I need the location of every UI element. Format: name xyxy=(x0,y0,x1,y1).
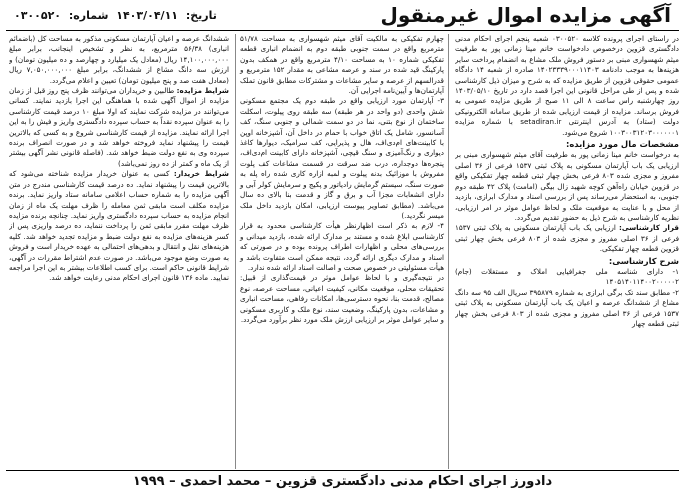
notice-body xyxy=(6,34,679,469)
buyer-text: کسی به عنوان خریدار مزایده شناخته می‌شود که بالاترین قیمت را پیشنهاد نماید. ده درصد قیمت کارشناسی مندرج در متن آگهی مزایده را به شماره حساب اعلامی سامانه ستاد واریز نماید. برنده مزایده مکلف است مابقی ثمن معامله را ظرف مهلت یک ماه از زمان انجام مزایده به حساب سپرده دادگستری واریز نماید. چنانچه برنده مزایده ظرف مهلت مقرر مابقی ثمن را پرداخت ننماید، ده درصد واریزی پس از کسر هزینه‌های مزایده به نفع دولت ضبط و مزایده تجدید خواهد شد. کلیه هزینه‌های نقل و انتقال و بدهی‌های احتمالی به عهده خریدار است و فروش به صورت وضع موجود می‌باشد. در صورت عدم اشتراط مقررات در آگهی، شرایط قانونی حاکم است. برای کسب اطلاعات بیشتر به این اجرا مراجعه نمایید. ماده ۱۳۶ قانون اجرای احکام مدنی رعایت خواهد شد. xyxy=(9,169,229,283)
middle-paragraph-4: در نتیجه‌گیری و با لحاظ عوامل موثر در قیمت‌گذاری از قبیل: تحقیقات محلی، موقعیت مکانی، کیفیت اعیانی، مساحت عرصه، نوع مصالح، قدمت بنا، نحوه دسترسی‌ها، امکانات رفاهی، مساحت انباری و مشاعات، بدون پارکینگ، وضعیت سند، نوع ملک و کاربری مسکونی و سایر عوامل موثر بر ارزیابی ارزش ملک مورد نظر برآورد می‌گردد. xyxy=(240,273,444,324)
middle-paragraph-1: چهارم تفکیکی به مالکیت آقای میثم شهسواری به مساحت ۵۱/۷۸ مترمربع واقع در سمت جنوبی طبقه دوم به انضمام انباری قطعه تفکیکی شماره ۱۰ به مساحت ۴/۱۰ مترمربع واقع در همکف بدون پارکینگ قید شده در سند و عرصه مشاعی به مقدار ۱۵۲ مترمربع و قدرالسهم از عرصه و سایر مشاعات و مشترکات مطابق قانون تملک آپارتمان‌ها و آیین‌نامه اجرایی آن. xyxy=(240,34,444,96)
notice-title: آگهی مزایده اموال غیرمنقول xyxy=(380,3,671,27)
date-value: ۱۴۰۳/۰۴/۱۱ xyxy=(116,8,178,22)
notice-header xyxy=(6,0,679,31)
signature-footer: دادورز اجرای احکام مدنی دادگستری قزوین – محمد احمدی – ۱۹۹۹ xyxy=(6,470,679,491)
column-middle xyxy=(235,34,449,469)
middle-paragraph-3: ۴- لازم به ذکر است اظهارنظر هیأت کارشناسی محدود به قرار کارشناسی ابلاغ شده و مستند بر مدارک ارائه شده، بازدید میدانی و بررسی‌های محلی و اظهارات اطراف پرونده بوده و در صورتی که اسناد و مدارک دیگری ارائه گردد، نتیجه ممکن است متفاوت باشد و هیأت مسئولیتی در خصوص صحت و اصالت اسناد ارائه شده ندارد. xyxy=(240,221,444,272)
intro-paragraph: در راستای اجرای پرونده کلاسه ۰۳۰۰۵۲۰ شعبه پنجم اجرای احکام مدنی دادگستری قزوین درخصوص دادخواست خانم مینا زمانی پور به طرفیت میثم شهسواری مبنی بر دستور فروش ملک مشاع به انضمام پرداخت سایر هزینه‌ها به موجب دادنامه ۱۴۰۲۳۳۳۹۰۰۰۱۱۴۰۳ صادره از شعبه ۱۴ دادگاه عمومی حقوقی قزوین از طریق مزایده که به شرح و میزان ذیل کارشناسی شده و پس از طی مراحل قانونی این اجرا قصد دارد در تاریخ ۱۴۰۳/۰۵/۱۰ روز چهارشنبه راس ساعت ۸ الی ۱۱ صبح از طریق مزایده عمومی به فروش برساند. مزایده از قیمت ارزیابی شده از طریق سامانه الکترونیکی دولت (ستاد) به آدرس اینترنتی setadiran.ir با شماره مزایده ۱۰۰۳۰۰۳۱۲۰۳۰۰۰۰۰۰۱ شروع می‌شود. xyxy=(455,34,679,137)
list-item: ۲- مطابق سند تک برگی ابرازی به شماره ۳۹۵۸۷۹ سریال الف ۹۵ سه دانگ مشاع از ششدانگ عرصه و اعیان یک باب آپارتمان مسکونی به پلاک ثبتی ۱۵۳۷ فرعی از ۳۶ اصلی مفروز و مجزی شده از ۸۰۳ فرعی بخش چهار ثبتی قطعه چهار xyxy=(455,287,679,328)
list-item: ۱- دارای شناسه ملی جغرافیایی املاک و مستغلات (جام) ۱۴۰۵۱۴۰۱۱۴۰۰۲۰۰۰۰۰۲ xyxy=(455,266,679,287)
conditions-text: طالبین و خریداران می‌توانند ظرف پنج روز قبل از زمان مزایده از اموال آگهی شده با هماهنگی این اجرا بازدید نمایند. کسانی می‌توانند در مزایده شرکت نمایند که اولا مبلغ ۱۰ درصد قیمت کارشناسی را به عنوان سپرده نقداً به حساب سپرده دادگستری واریز و فیش را به این اجرا ارائه نمایند. مزایده از قیمت کارشناسی شروع و به کسی که بالاترین قیمت را پیشنهاد نماید فروخته خواهد شد و در صورت انصراف برنده سپرده وی به نفع دولت ضبط خواهد شد. (فاصله قانونی نشر آگهی بیشتر از یک ماه و کمتر از ده روز نمی‌باشد) xyxy=(9,86,229,168)
property-heading: مشخصات مال مورد مزایده: xyxy=(566,139,679,150)
column-left xyxy=(9,34,229,469)
column-right xyxy=(455,34,679,469)
property-paragraph: به درخواست خانم مینا زمانی پور به طرفیت آقای میثم شهسواری مبنی بر ارزیابی یک باب آپارتمان مسکونی به پلاک ثبتی ۱۵۳۷ فرعی از ۳۶ اصلی مفروز و مجزی شده ۸۰۳ فرعی بخش چهار ثبتی قطعه چهار تفکیکی واقع در قزوین خیابان راه‌آهن کوچه شهید زال بیگی (امامت) پلاک ۴۲ طبقه دوم جنوبی، به استحضار می‌رساند پس از بررسی اسناد و مدارک ابرازی، بازدید از محل و با عنایت به موقعیت ملک و لحاظ عوامل موثر در امر ارزیابی، نظریه کارشناسی به شرح ذیل به حضور تقدیم می‌گردد. xyxy=(455,150,679,222)
middle-paragraph-2: ۳- آپارتمان مورد ارزیابی واقع در طبقه دوم یک مجتمع مسکونی شش واحدی (دو واحد در هر طبقه) سه طبقه روی پیلوت، اسکلت ساختمان از نوع بتنی، نما در دو سمت شمالی و جنوبی سنگ، کف آسانسور، شامل یک اتاق خواب با حمام در داخل آن، آشپزخانه اوپن با کابینت‌های ام‌دی‌اف، هال و پذیرایی، کف سرامیک، دیوارها کاغذ دیواری و رنگ‌آمیزی و سنگ قیچی، آشپزخانه دارای کابینت ام‌دی‌اف، پنجره‌ها دوجداره، درب ضد سرقت در قسمت مشاعات کف پلوت مفروش با موزائیک بدنه پیلوت و لمبه ازاره کاری شده راه پله به صورت سنگ، سیستم گرمایش رادیاتور و پکیج و سرمایش کولر آبی و دارای انشعابات مجزا آب و برق و گاز و قدمت بنا بالای ده سال می‌باشد. (مطابق تصاویر پیوست ارزیابی، امکان بازدید داخل ملک میسر نگردید.) xyxy=(240,96,444,220)
expert-text: ارزیابی یک باب آپارتمان مسکونی به پلاک ثبتی ۱۵۳۷ فرعی از ۳۶ اصلی مفروز و مجزی شده از ۸۰۳ فرعی بخش چهار ثبتی قزوین قطعه چهار تفکیکی. xyxy=(455,223,679,254)
auction-conditions xyxy=(9,86,229,169)
number-label: شماره: xyxy=(68,8,109,22)
date-label: تاریخ: xyxy=(185,8,217,22)
valuation-paragraph: ششدانگ عرصه و اعیان آپارتمان مسکونی مذکور به مساحت کل (باضمائم انباری) ۵۶/۳۸ مترمربع، به نظر و تشخیص اینجانب، برابر مبلغ ۱۴,۱۰۰,۰۰۰,۰۰۰ ریال (معادل یک میلیارد و چهارصد و ده میلیون تومان) و ارزش سه دانگ مشاع از ششدانگ، برابر مبلغ ۷,۰۵۰,۰۰۰,۰۰۰ ریال (معادل هفت صد و پنج میلیون تومان) تعیین و اعلام می‌گردد. xyxy=(9,34,229,85)
expert-heading: قرار کارشناسی: xyxy=(618,223,679,233)
buyer-heading: شرایط خریدار: xyxy=(173,169,229,179)
attachments-heading: شرح کارشناسی: xyxy=(608,255,679,266)
date-and-number xyxy=(6,9,219,22)
conditions-heading: شرایط مزایده: xyxy=(176,86,229,96)
number-value: ۰۳۰۰۵۲۰ xyxy=(14,8,61,22)
expert-order xyxy=(455,223,679,254)
buyer-conditions xyxy=(9,169,229,283)
